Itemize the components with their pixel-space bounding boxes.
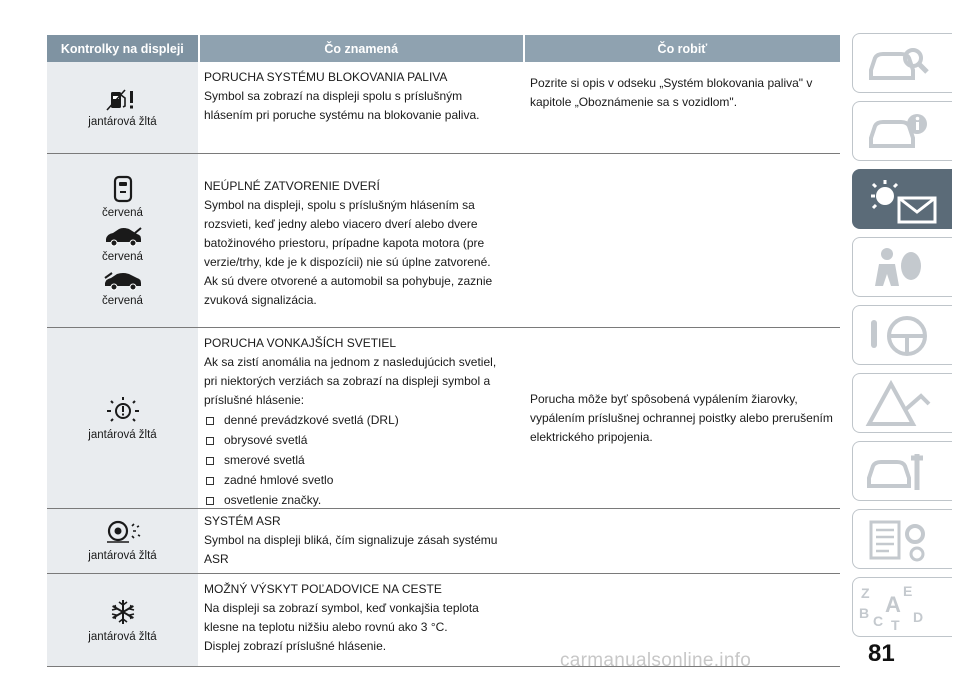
alphabet-index-icon — [857, 580, 933, 630]
door-open-icon — [111, 175, 135, 203]
meaning-line: Symbol sa zobrazí na displeji spolu s príslušným — [204, 89, 463, 103]
index-letter: B — [859, 605, 870, 621]
meaning-cell — [198, 62, 524, 153]
chapter-tabs — [852, 33, 960, 645]
header-action: Čo robiť — [525, 35, 840, 62]
square-bullet-icon — [206, 437, 214, 445]
car-search-icon — [865, 40, 935, 88]
indicator-cell — [47, 62, 198, 153]
meaning-line: hlásením pri poruche systému na blokovanie paliva. — [204, 108, 480, 122]
frost-icon — [107, 597, 139, 627]
header-indicators: Kontrolky na displeji — [47, 35, 198, 62]
meaning-line: Symbol na displeji, spolu s príslušným hlásením sa — [204, 198, 475, 212]
tab-index[interactable] — [852, 577, 952, 637]
meaning-cell — [198, 328, 524, 508]
car-info-icon — [865, 108, 935, 156]
meaning-cell — [198, 509, 524, 573]
meaning-line: Ak sa zistí anomália na jednom z nasledujúcich svetiel, — [204, 355, 497, 369]
square-bullet-icon — [206, 417, 214, 425]
square-bullet-icon — [206, 477, 214, 485]
car-service-icon — [865, 448, 935, 496]
meaning-line: pri niektorých verziách sa zobrazí na displeji symbol a — [204, 374, 491, 388]
light-list — [204, 411, 524, 510]
action-cell — [524, 328, 840, 508]
tab-car-info[interactable] — [852, 101, 952, 161]
action-line: Pozrite si opis v odseku „Systém blokovania paliva" v — [530, 76, 813, 90]
index-letter: T — [891, 617, 900, 630]
indicator-color: jantárová žltá — [88, 429, 157, 441]
meaning-title: NEÚPLNÉ ZATVORENIE DVERÍ — [204, 179, 380, 193]
airbag-person-icon — [865, 244, 935, 292]
table-row — [47, 328, 840, 509]
meaning-line: Displej zobrazí príslušné hlásenie. — [204, 639, 387, 653]
action-cell — [524, 509, 840, 573]
meaning-line: klesne na teplotu nižšiu alebo rovnú ako 3 °C. — [204, 620, 448, 634]
square-bullet-icon — [206, 457, 214, 465]
action-line: elektrického pripojenia. — [530, 429, 653, 444]
meaning-line: rozsvieti, keď jedny alebo viacero dverí alebo dvere — [204, 217, 478, 231]
square-bullet-icon — [206, 497, 214, 505]
tab-warning-lights[interactable] — [852, 169, 952, 229]
list-item: zadné hmlové svetlo — [204, 471, 524, 490]
list-item: smerové svetlá — [204, 451, 524, 470]
warning-light-icon — [865, 176, 941, 226]
meaning-line: ASR — [204, 552, 229, 566]
meaning-line: Na displeji sa zobrazí symbol, keď vonkajšia teplota — [204, 601, 479, 615]
index-letter: C — [873, 613, 884, 629]
warning-lights-table — [47, 35, 840, 667]
steering-wheel-icon — [865, 312, 935, 360]
indicator-cell — [47, 574, 198, 666]
specs-gear-icon — [865, 516, 935, 564]
exterior-light-fault-icon — [103, 395, 143, 425]
watermark: carmanualsonline.info — [560, 650, 752, 671]
meaning-line: príslušné hlásenie: — [204, 393, 305, 407]
meaning-title: MOŽNÝ VÝSKYT POĽADOVICE NA CESTE — [204, 582, 442, 596]
action-cell — [524, 154, 840, 327]
indicator-color: jantárová žltá — [88, 631, 157, 643]
meaning-title: PORUCHA SYSTÉMU BLOKOVANIA PALIVA — [204, 70, 448, 84]
trunk-open-icon — [103, 225, 143, 247]
hood-open-icon — [103, 269, 143, 291]
indicator-color: červená — [102, 250, 143, 263]
meaning-cell — [198, 154, 524, 327]
tab-maintenance[interactable] — [852, 441, 952, 501]
meaning-line: verzie/trhy, kde je k dispozícii) nie sú úplne zatvorené. — [204, 255, 491, 269]
header-meaning: Čo znamená — [200, 35, 523, 62]
tab-emergency[interactable] — [852, 373, 952, 433]
table-row — [47, 509, 840, 574]
index-letter: E — [903, 583, 913, 599]
tab-technical-data[interactable] — [852, 509, 952, 569]
table-row — [47, 62, 840, 154]
indicator-color: červená — [102, 294, 143, 307]
list-item: denné prevádzkové svetlá (DRL) — [204, 411, 524, 430]
tab-safety[interactable] — [852, 237, 952, 297]
indicator-cell — [47, 154, 198, 327]
tab-car-search[interactable] — [852, 33, 952, 93]
indicator-color: červená — [102, 206, 143, 219]
fuel-block-fault-icon — [103, 88, 143, 112]
index-letter: A — [885, 592, 901, 617]
indicator-color: jantárová žltá — [88, 550, 157, 562]
indicator-cell — [47, 509, 198, 573]
meaning-title: PORUCHA VONKAJŠÍCH SVETIEL — [204, 336, 397, 350]
table-row — [47, 154, 840, 328]
meaning-cell — [198, 574, 524, 666]
list-item: obrysové svetlá — [204, 431, 524, 450]
list-item: osvetlenie značky. — [204, 491, 524, 510]
meaning-line: Symbol na displeji bliká, čím signalizuje zásah systému — [204, 533, 498, 547]
asr-icon — [101, 520, 145, 546]
meaning-line: batožinového priestoru, prípadne kapota motora (pre — [204, 236, 485, 250]
page-number: 81 — [868, 640, 895, 667]
meaning-title: SYSTÉM ASR — [204, 514, 281, 528]
warning-triangle-icon — [865, 380, 935, 428]
tab-starting-driving[interactable] — [852, 305, 952, 365]
action-cell — [524, 62, 840, 153]
indicator-color: jantárová žltá — [88, 115, 157, 128]
index-letter: D — [913, 609, 924, 625]
table-header — [47, 35, 840, 62]
action-line: Porucha môže byť spôsobená vypálením žiarovky, — [530, 391, 798, 406]
index-letter: Z — [861, 585, 870, 601]
meaning-line: zvuková signalizácia. — [204, 293, 317, 307]
action-line: vypálením príslušnej ochrannej poistky alebo prerušením — [530, 410, 833, 425]
action-line: kapitole „Oboznámenie sa s vozidlom". — [530, 95, 738, 109]
meaning-line: Ak sú dvere otvorené a automobil sa pohybuje, zaznie — [204, 274, 493, 288]
indicator-cell — [47, 328, 198, 508]
